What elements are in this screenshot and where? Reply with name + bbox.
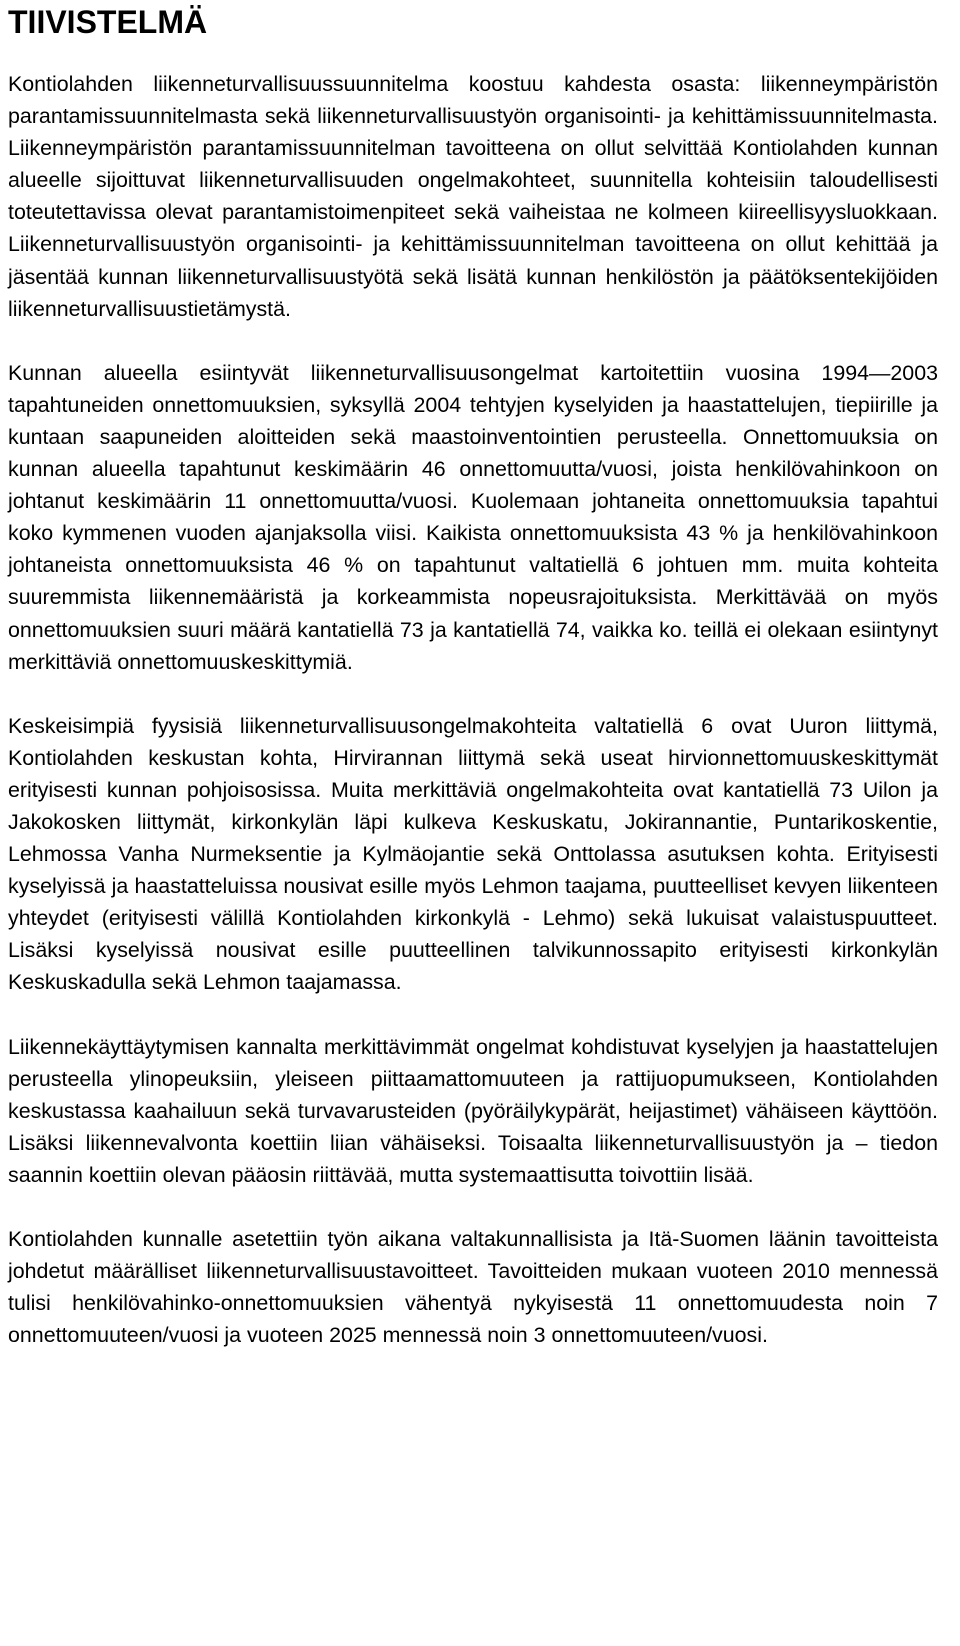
- paragraph-problem-locations: Keskeisimpiä fyysisiä liikenneturvallisuusongelmakohteita valtatiellä 6 ovat Uuron liittymä, Kontiolahden keskustan kohta, Hirvirannan liittymä sekä useat hirvionnettomuuskeskittymät erityisesti kunnan pohjoisosissa. Muita merkittäviä ongelmakohteita ovat kantatiellä 73 Uilon ja Jakokosken liittymät, kirkonkylän läpi kulkeva Keskuskatu, Jokirannantie, Puntarikoskentie, Lehmossa Vanha Nurmeksentie ja Kylmäojantie sekä Onttolassa asutuksen kohta. Erityisesti kyselyissä ja haastatteluissa nousivat esille myös Lehmon taajama, puutteelliset kevyen liikenteen yhteydet (erityisesti välillä Kontiolahden kirkonkylä - Lehmo) sekä lukuisat valaistuspuutteet. Lisäksi kyselyissä nousivat esille puutteellinen talvikunnossapito erityisesti kirkonkylän Keskuskadulla sekä Lehmon taajamassa.: [8, 713, 938, 995]
- paragraph-accident-statistics: Kunnan alueella esiintyvät liikenneturvallisuusongelmat kartoitettiin vuosina 1994—2003 tapahtuneiden onnettomuuksien, syksyllä 2004 tehtyjen kyselyiden ja haastattelujen, tiepiirille ja kuntaan saapuneiden aloitteiden sekä maastoinventointien perusteella. Onnettomuuksia on kunnan alueella tapahtunut keskimäärin 46 onnettomuutta/vuosi, joista henkilövahinkoon on johtanut keskimäärin 11 onnettomuutta/vuosi. Kuolemaan johtaneita onnettomuuksia tapahtui koko kymmenen vuoden ajanjaksolla viisi. Kaikista onnettomuuksista 43 % ja henkilövahinkoon johtaneista onnettomuuksista 46 % on tapahtunut valtatiellä 6 johtuen mm. muita kohteita suuremmista liikennemääristä ja korkeammista nopeusrajoituksista. Merkittävää on myös onnettomuuksien suuri määrä kantatiellä 73 ja kantatiellä 74, vaikka ko. teillä ei olekaan esiintynyt merkittäviä onnettomuuskeskittymiä.: [8, 360, 938, 674]
- page-title: TIIVISTELMÄ: [8, 4, 208, 40]
- paragraph-traffic-behaviour: Liikennekäyttäytymisen kannalta merkittävimmät ongelmat kohdistuvat kyselyjen ja haastattelujen perusteella ylinopeuksiin, yleiseen piittaamattomuuteen ja rattijuopumukseen, Kontiolahden keskustassa kaahailuun sekä turvavarusteiden (pyöräilykypärät, heijastimet) vähäiseen käyttöön. Lisäksi liikennevalvonta koettiin liian vähäiseksi. Toisaalta liikenneturvallisuustyön ja – tiedon saannin koettiin olevan pääosin riittävää, mutta systemaattisutta toivottiin lisää.: [8, 1034, 938, 1187]
- paragraph-safety-targets: Kontiolahden kunnalle asetettiin työn aikana valtakunnallisista ja Itä-Suomen läänin tavoitteista johdetut määrälliset liikenneturvallisuustavoitteet. Tavoitteiden mukaan vuoteen 2010 mennessä tulisi henkilövahinko-onnettomuuksien vähentyä nykyisestä 11 onnettomuudesta noin 7 onnettomuuteen/vuosi ja vuoteen 2025 mennessä noin 3 onnettomuuteen/vuosi.: [8, 1227, 938, 1348]
- paragraph-intro: Kontiolahden liikenneturvallisuussuunnitelma koostuu kahdesta osasta: liikenneympäristön parantamissuunnitelmasta sekä liikenneturvallisuustyön organisointi- ja kehittämissuunnitelmasta. Liikenneympäristön parantamissuunnitelman tavoitteena on ollut selvittää Kontiolahden kunnan alueelle sijoittuvat liikenneturvallisuuden ongelmakohteet, suunnitella kohteisiin taloudellisesti toteutettavissa olevat parantamistoimenpiteet sekä vaiheistaa ne kolmeen kiireellisyysluokkaan. Liikenneturvallisuustyön organisointi- ja kehittämissuunnitelman tavoitteena on ollut kehittää ja jäsentää kunnan liikenneturvallisuustyötä sekä lisätä kunnan henkilöstön ja päätöksentekijöiden liikenneturvallisuustietämystä.: [8, 72, 938, 321]
- document-page: [8, 0, 938, 1351]
